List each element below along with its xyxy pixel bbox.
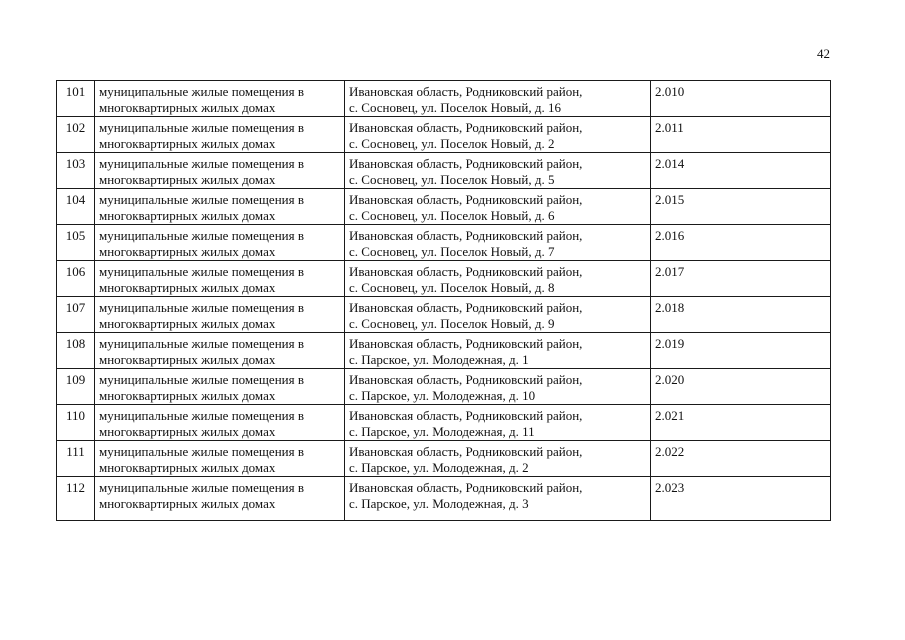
property-type-line: многоквартирных жилых домах (99, 424, 276, 439)
address-line: Ивановская область, Родниковский район, (349, 444, 583, 459)
property-type-line: многоквартирных жилых домах (99, 460, 276, 475)
property-type-cell (95, 333, 345, 369)
property-type-line: муниципальные жилые помещения в (99, 444, 304, 459)
property-type-line: многоквартирных жилых домах (99, 136, 276, 151)
address-line: Ивановская область, Родниковский район, (349, 84, 583, 99)
property-type-cell (95, 153, 345, 189)
address-cell (345, 333, 651, 369)
property-type-cell (95, 405, 345, 441)
property-type-cell (95, 261, 345, 297)
row-number: 112 (57, 477, 95, 521)
table-row (57, 117, 831, 153)
property-type-line: многоквартирных жилых домах (99, 100, 276, 115)
address-line: с. Парское, ул. Молодежная, д. 10 (349, 388, 536, 403)
address-line: с. Парское, ул. Молодежная, д. 1 (349, 352, 529, 367)
registry-code: 2.021 (651, 405, 831, 441)
property-type-line: муниципальные жилые помещения в (99, 228, 304, 243)
property-type-line: муниципальные жилые помещения в (99, 372, 304, 387)
address-line: Ивановская область, Родниковский район, (349, 372, 583, 387)
address-cell (345, 261, 651, 297)
property-type-line: многоквартирных жилых домах (99, 208, 276, 223)
property-type-line: муниципальные жилые помещения в (99, 336, 304, 351)
property-type-cell (95, 441, 345, 477)
property-type-line: муниципальные жилые помещения в (99, 84, 304, 99)
address-line: Ивановская область, Родниковский район, (349, 156, 583, 171)
property-type-line: многоквартирных жилых домах (99, 172, 276, 187)
address-cell (345, 225, 651, 261)
table-row (57, 261, 831, 297)
property-type-cell (95, 117, 345, 153)
address-line: с. Сосновец, ул. Поселок Новый, д. 5 (349, 172, 555, 187)
address-line: с. Парское, ул. Молодежная, д. 11 (349, 424, 535, 439)
row-number: 109 (57, 369, 95, 405)
address-line: с. Сосновец, ул. Поселок Новый, д. 8 (349, 280, 555, 295)
registry-code: 2.022 (651, 441, 831, 477)
address-line: с. Парское, ул. Молодежная, д. 2 (349, 460, 529, 475)
table-body (57, 81, 831, 521)
address-cell (345, 117, 651, 153)
address-cell (345, 477, 651, 521)
address-line: Ивановская область, Родниковский район, (349, 120, 583, 135)
row-number: 111 (57, 441, 95, 477)
property-type-line: многоквартирных жилых домах (99, 496, 276, 511)
registry-code: 2.019 (651, 333, 831, 369)
address-line: Ивановская область, Родниковский район, (349, 228, 583, 243)
registry-code: 2.020 (651, 369, 831, 405)
row-number: 108 (57, 333, 95, 369)
property-type-cell (95, 225, 345, 261)
address-cell (345, 189, 651, 225)
row-number: 110 (57, 405, 95, 441)
property-type-cell (95, 189, 345, 225)
address-cell (345, 405, 651, 441)
registry-code: 2.017 (651, 261, 831, 297)
property-type-cell (95, 81, 345, 117)
table-row (57, 81, 831, 117)
registry-code: 2.023 (651, 477, 831, 521)
address-line: с. Сосновец, ул. Поселок Новый, д. 2 (349, 136, 555, 151)
table-row (57, 369, 831, 405)
page-number: 42 (817, 46, 830, 61)
property-type-line: многоквартирных жилых домах (99, 244, 276, 259)
table-row (57, 297, 831, 333)
property-type-line: муниципальные жилые помещения в (99, 156, 304, 171)
property-type-cell (95, 369, 345, 405)
property-type-cell (95, 297, 345, 333)
table-row (57, 189, 831, 225)
address-line: с. Сосновец, ул. Поселок Новый, д. 9 (349, 316, 555, 331)
address-cell (345, 81, 651, 117)
property-type-cell (95, 477, 345, 521)
address-line: Ивановская область, Родниковский район, (349, 336, 583, 351)
address-line: с. Сосновец, ул. Поселок Новый, д. 16 (349, 100, 561, 115)
address-line: с. Сосновец, ул. Поселок Новый, д. 6 (349, 208, 555, 223)
property-type-line: многоквартирных жилых домах (99, 352, 276, 367)
address-cell (345, 441, 651, 477)
property-type-line: муниципальные жилые помещения в (99, 480, 304, 495)
address-line: с. Сосновец, ул. Поселок Новый, д. 7 (349, 244, 555, 259)
property-type-line: муниципальные жилые помещения в (99, 300, 304, 315)
row-number: 107 (57, 297, 95, 333)
registry-code: 2.014 (651, 153, 831, 189)
address-line: с. Парское, ул. Молодежная, д. 3 (349, 496, 529, 511)
row-number: 105 (57, 225, 95, 261)
registry-code: 2.018 (651, 297, 831, 333)
table-row (57, 405, 831, 441)
row-number: 102 (57, 117, 95, 153)
address-cell (345, 153, 651, 189)
address-cell (345, 297, 651, 333)
address-line: Ивановская область, Родниковский район, (349, 480, 583, 495)
registry-code: 2.016 (651, 225, 831, 261)
property-type-line: многоквартирных жилых домах (99, 316, 276, 331)
row-number: 103 (57, 153, 95, 189)
property-type-line: муниципальные жилые помещения в (99, 408, 304, 423)
address-line: Ивановская область, Родниковский район, (349, 192, 583, 207)
registry-code: 2.010 (651, 81, 831, 117)
address-line: Ивановская область, Родниковский район, (349, 300, 583, 315)
address-line: Ивановская область, Родниковский район, (349, 264, 583, 279)
property-type-line: муниципальные жилые помещения в (99, 192, 304, 207)
row-number: 101 (57, 81, 95, 117)
row-number: 104 (57, 189, 95, 225)
table-row (57, 333, 831, 369)
table-row (57, 441, 831, 477)
table-row (57, 225, 831, 261)
property-type-line: многоквартирных жилых домах (99, 388, 276, 403)
row-number: 106 (57, 261, 95, 297)
address-cell (345, 369, 651, 405)
property-type-line: муниципальные жилые помещения в (99, 120, 304, 135)
property-type-line: муниципальные жилые помещения в (99, 264, 304, 279)
property-registry-table (56, 80, 831, 521)
table-row (57, 153, 831, 189)
registry-code: 2.015 (651, 189, 831, 225)
registry-code: 2.011 (651, 117, 831, 153)
property-type-line: многоквартирных жилых домах (99, 280, 276, 295)
address-line: Ивановская область, Родниковский район, (349, 408, 583, 423)
table-row (57, 477, 831, 521)
